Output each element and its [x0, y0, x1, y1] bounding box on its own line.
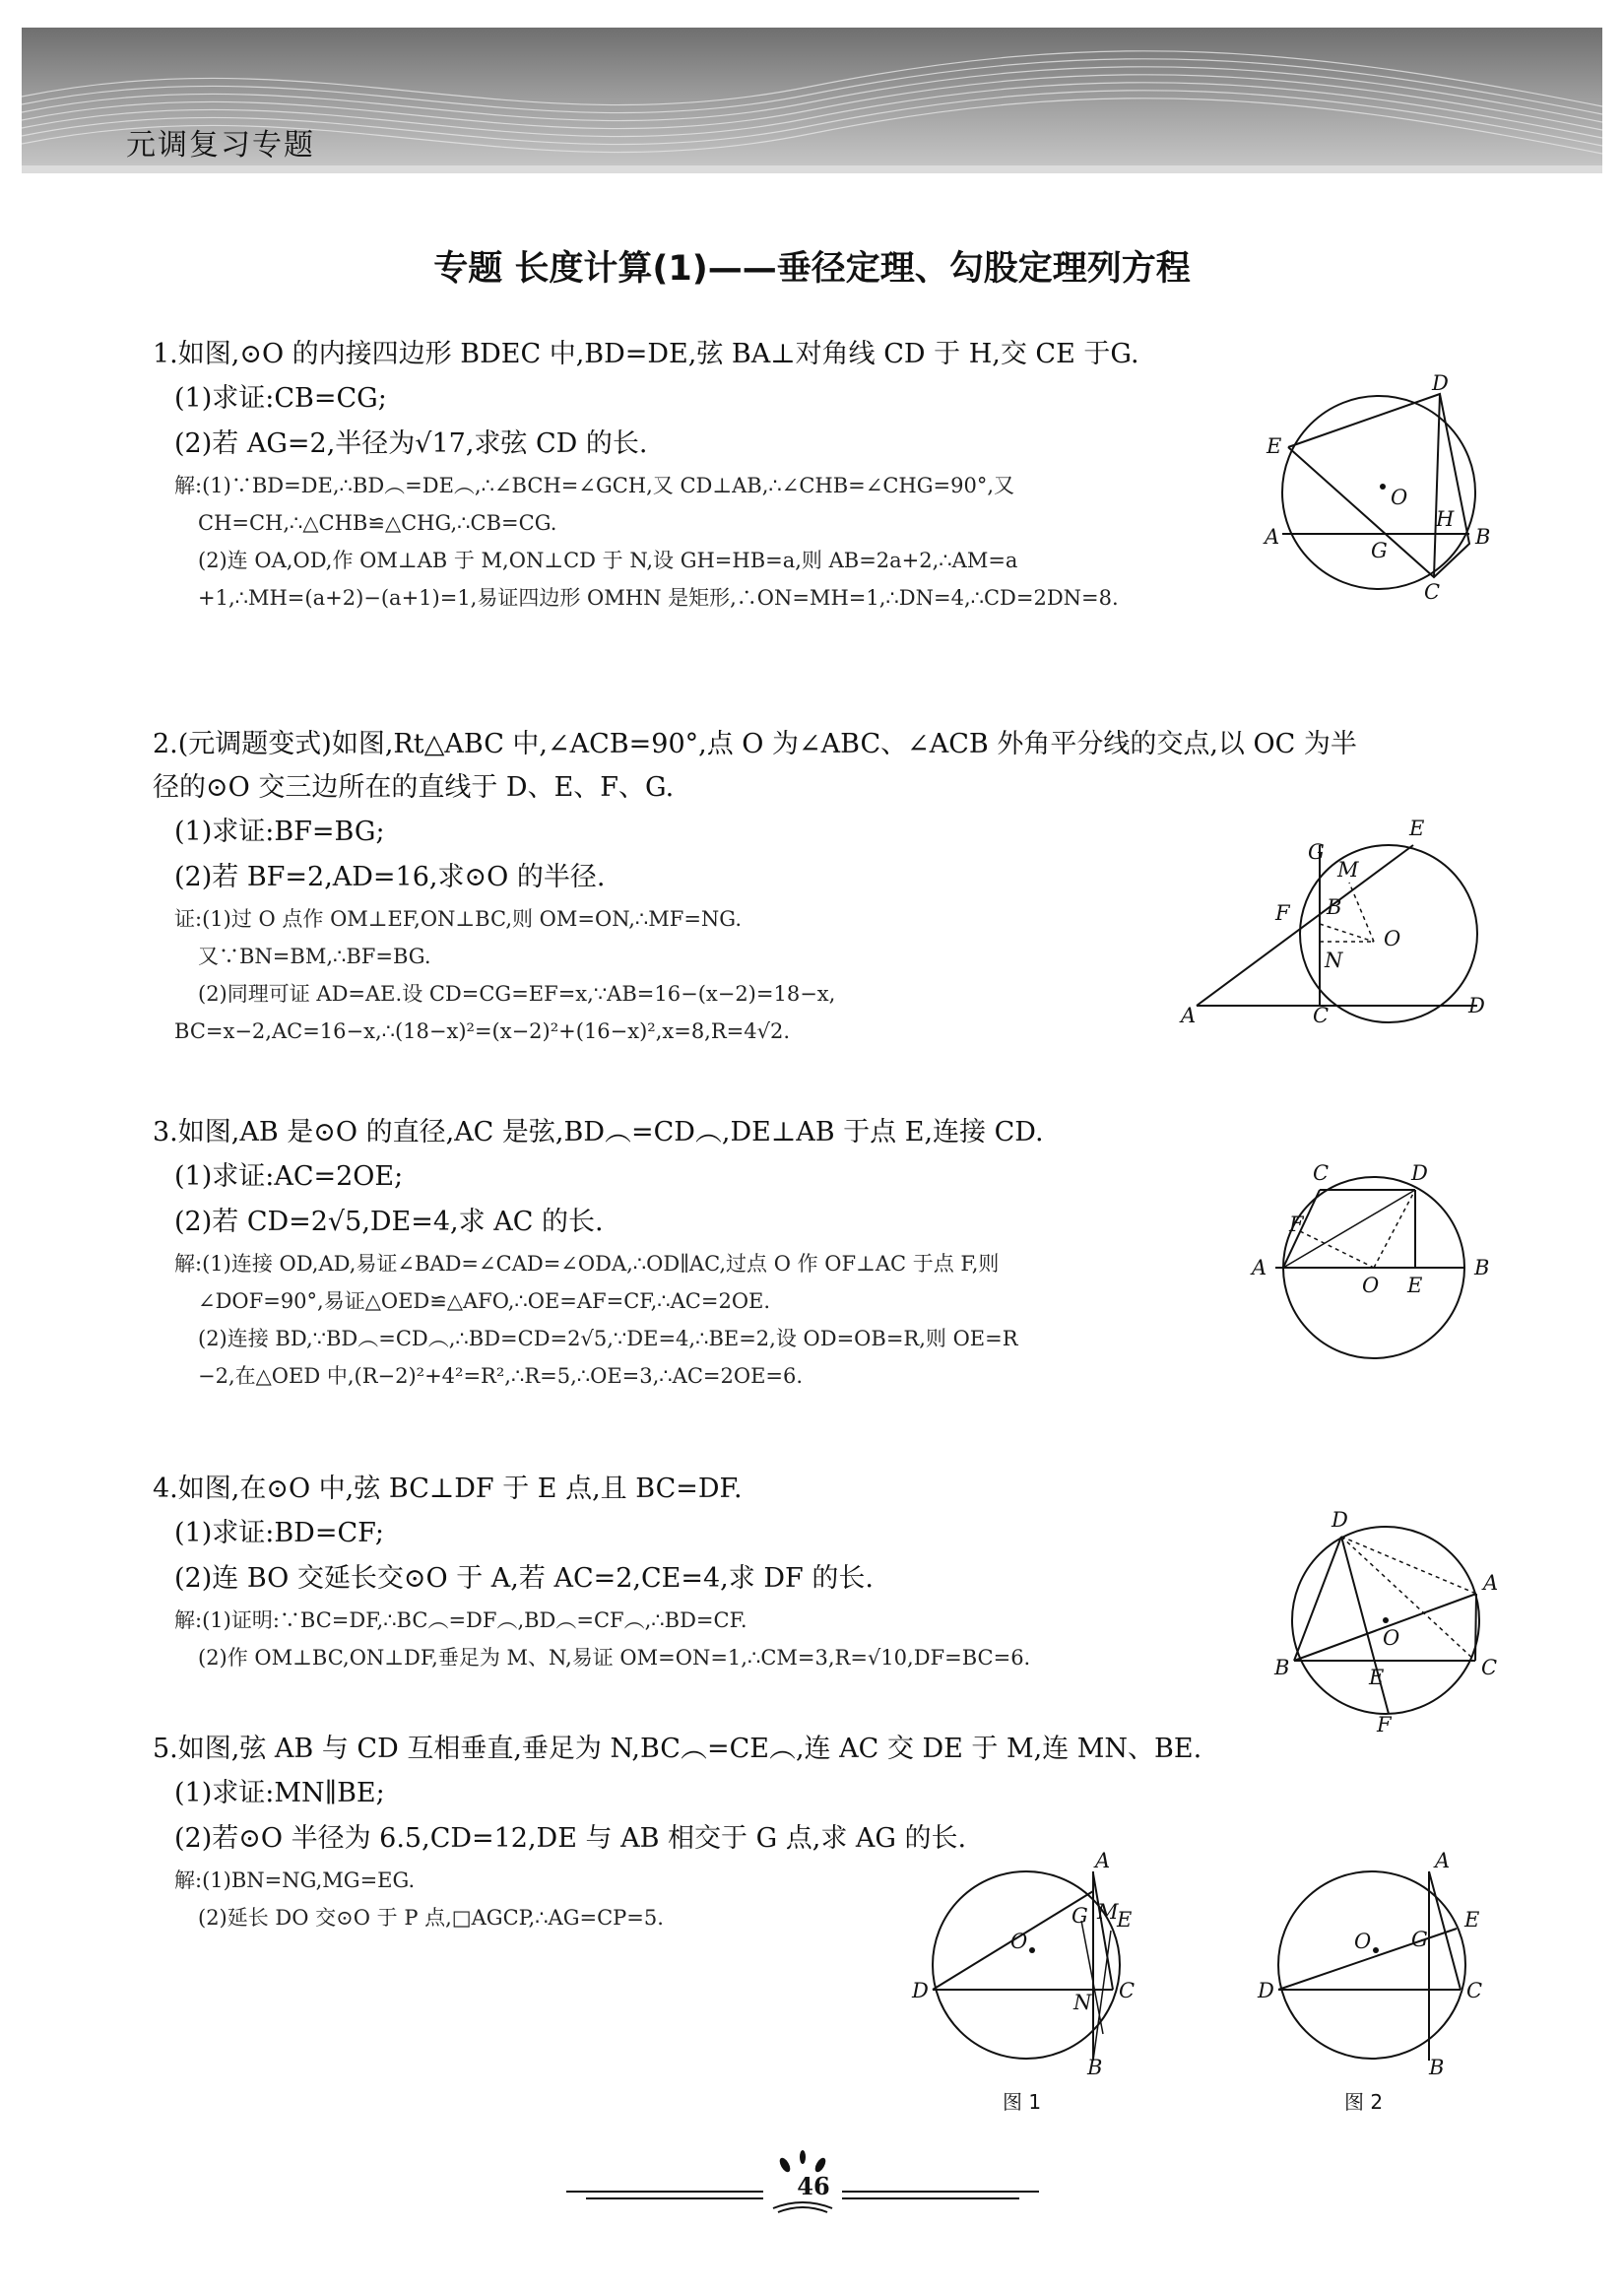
problem-1	[153, 333, 1139, 617]
point-label: C	[1313, 1161, 1330, 1185]
solution-line: (2)作 OM⊥BC,ON⊥DF,垂足为 M、N,易证 OM=ON=1,∴CM=3,R=√10,DF=BC=6.	[198, 1646, 1031, 1670]
point-label: A	[1181, 1004, 1197, 1027]
point-label: G	[1371, 539, 1388, 562]
solution-line: ∠DOF=90°,易证△OED≌△AFO,∴OE=AF=CF,∴AC=2OE.	[198, 1289, 771, 1313]
point-label: C	[1466, 1979, 1483, 2002]
point-label: B	[1474, 1256, 1490, 1279]
solution-line: 证:(1)过 O 点作 OM⊥EF,ON⊥BC,则 OM=ON,∴MF=NG.	[174, 907, 743, 931]
point-label: O	[1391, 486, 1408, 509]
solution-line: −2,在△OED 中,(R−2)²+4²=R²,∴R=5,∴OE=3,∴AC=2OE=6.	[198, 1364, 804, 1388]
problem-3	[153, 1111, 1044, 1395]
figure-problem-5-1	[906, 1852, 1162, 2078]
point-label: A	[1095, 1852, 1111, 1872]
problem-part: (1)求证:MN∥BE;	[174, 1778, 385, 1808]
solution-line: BC=x−2,AC=16−x,∴(18−x)²=(x−2)²+(16−x)²,x=8,R=4√2.	[174, 1019, 791, 1043]
problem-part: (2)若 CD=2√5,DE=4,求 AC 的长.	[174, 1207, 604, 1237]
point-label: G	[1072, 1904, 1088, 1928]
solution-line: (2)同理可证 AD=AE.设 CD=CG=EF=x,∵AB=16−(x−2)=18−x,	[198, 982, 836, 1006]
point-label: E	[1464, 1908, 1480, 1932]
point-label: D	[1468, 994, 1485, 1017]
problem-stem: 4.如图,在⊙O 中,弦 BC⊥DF 于 E 点,且 BC=DF.	[153, 1474, 743, 1504]
point-label: A	[1265, 525, 1280, 549]
solution-line: 又∵BN=BM,∴BF=BG.	[198, 945, 431, 968]
problem-stem: 5.如图,弦 AB 与 CD 互相垂直,垂足为 N,BC︵=CE︵,连 AC 交 DE 于 M,连 MN、BE.	[153, 1734, 1202, 1764]
point-label: E	[1407, 1274, 1423, 1297]
point-label: B	[1429, 2056, 1445, 2078]
solution-line: 解:(1)∵BD=DE,∴BD︵=DE︵,∴∠BCH=∠GCH,又 CD⊥AB,∴∠CHB=∠CHG=90°,又	[174, 474, 1014, 497]
problem-part: (1)求证:BD=CF;	[174, 1518, 384, 1548]
problem-part: (1)求证:CB=CG;	[174, 383, 387, 414]
point-label: A	[1252, 1256, 1267, 1279]
problem-stem: 2.(元调题变式)如图,Rt△ABC 中,∠ACB=90°,点 O 为∠ABC、∠ACB 外角平分线的交点,以 OC 为半	[153, 729, 1357, 759]
point-label: A	[1435, 1852, 1451, 1872]
problem-part: (2)若 AG=2,半径为√17,求弦 CD 的长.	[174, 428, 648, 459]
point-label: N	[1073, 1991, 1092, 2014]
point-label: B	[1327, 895, 1342, 919]
problem-stem: 径的⊙O 交三边所在的直线于 D、E、F、G.	[153, 772, 675, 803]
figure-problem-1	[1261, 374, 1497, 611]
solution-line: 解:(1)BN=NG,MG=EG.	[174, 1868, 416, 1892]
topic-title: 专题 长度计算(1)——垂径定理、勾股定理列方程	[433, 249, 1191, 289]
point-label: F	[1377, 1713, 1392, 1734]
point-label: E	[1267, 434, 1282, 458]
point-label: A	[1483, 1571, 1499, 1595]
point-label: D	[1332, 1508, 1348, 1532]
point-label: C	[1313, 1004, 1330, 1027]
point-label: O	[1384, 927, 1401, 950]
problem-part: (1)求证:AC=2OE;	[174, 1161, 404, 1192]
point-label: E	[1117, 1908, 1133, 1932]
solution-line: 解:(1)证明:∵BC=DF,∴BC︵=DF︵,BD︵=CF︵,∴BD=CF.	[174, 1608, 747, 1632]
solution-line: CH=CH,∴△CHB≌△CHG,∴CB=CG.	[198, 511, 557, 535]
section-label: 元调复习专题	[126, 128, 315, 163]
point-label: E	[1369, 1666, 1385, 1689]
point-label: O	[1010, 1930, 1028, 1953]
point-label: O	[1362, 1274, 1380, 1297]
solution-line: (2)连接 BD,∵BD︵=CD︵,∴BD=CD=2√5,∵DE=4,∴BE=2,设 OD=OB=R,则 OE=R	[198, 1327, 1018, 1350]
solution-line: 解:(1)连接 OD,AD,易证∠BAD=∠CAD=∠ODA,∴OD∥AC,过点 O 作 OF⊥AC 于点 F,则	[174, 1252, 1000, 1276]
figure-problem-2	[1177, 816, 1502, 1032]
point-label: N	[1325, 949, 1343, 972]
problem-part: (2)连 BO 交延长交⊙O 于 A,若 AC=2,CE=4,求 DF 的长.	[174, 1563, 874, 1594]
figure-caption: 图 2	[1344, 2090, 1384, 2114]
problem-part: (1)求证:BF=BG;	[174, 817, 385, 847]
point-label: C	[1481, 1656, 1498, 1679]
problem-part: (2)若 BF=2,AD=16,求⊙O 的半径.	[174, 862, 606, 892]
point-label: F	[1275, 901, 1290, 925]
point-label: M	[1337, 858, 1359, 882]
page-number: 46	[797, 2172, 830, 2200]
point-label: D	[912, 1979, 929, 2002]
solution-line: (2)延长 DO 交⊙O 于 P 点,□AGCP,∴AG=CP=5.	[198, 1906, 664, 1930]
point-label: O	[1383, 1626, 1400, 1650]
point-label: H	[1436, 507, 1455, 531]
figure-problem-3	[1246, 1154, 1502, 1371]
point-label: D	[1432, 374, 1449, 395]
problem-stem: 3.如图,AB 是⊙O 的直径,AC 是弦,BD︵=CD︵,DE⊥AB 于点 E,连接 CD.	[153, 1117, 1044, 1147]
point-label: E	[1409, 817, 1425, 840]
point-label: B	[1087, 2056, 1103, 2078]
problem-part: (2)若⊙O 半径为 6.5,CD=12,DE 与 AB 相交于 G 点,求 AG 的长.	[174, 1823, 967, 1854]
point-label: B	[1274, 1656, 1290, 1679]
point-label: G	[1411, 1928, 1428, 1951]
figure-problem-5-2	[1256, 1852, 1512, 2078]
figure-caption: 图 1	[1003, 2090, 1042, 2114]
solution-line: (2)连 OA,OD,作 OM⊥AB 于 M,ON⊥CD 于 N,设 GH=HB=a,则 AB=2a+2,∴AM=a	[198, 549, 1018, 572]
point-label: C	[1119, 1979, 1136, 2002]
problem-4	[153, 1468, 1030, 1676]
point-label: B	[1475, 525, 1491, 549]
point-label: G	[1308, 840, 1325, 864]
point-label: C	[1424, 580, 1441, 604]
point-label: M	[1097, 1900, 1119, 1924]
point-label: D	[1258, 1979, 1274, 2002]
problem-stem: 1.如图,⊙O 的内接四边形 BDEC 中,BD=DE,弦 BA⊥对角线 CD 于 H,交 CE 于G.	[153, 339, 1139, 369]
point-label: O	[1354, 1930, 1372, 1953]
figure-problem-4	[1272, 1507, 1509, 1734]
point-label: D	[1411, 1161, 1428, 1185]
point-label: F	[1289, 1213, 1304, 1236]
solution-line: +1,∴MH=(a+2)−(a+1)=1,易证四边形 OMHN 是矩形,∴ON=MH=1,∴DN=4,∴CD=2DN=8.	[198, 586, 1119, 610]
